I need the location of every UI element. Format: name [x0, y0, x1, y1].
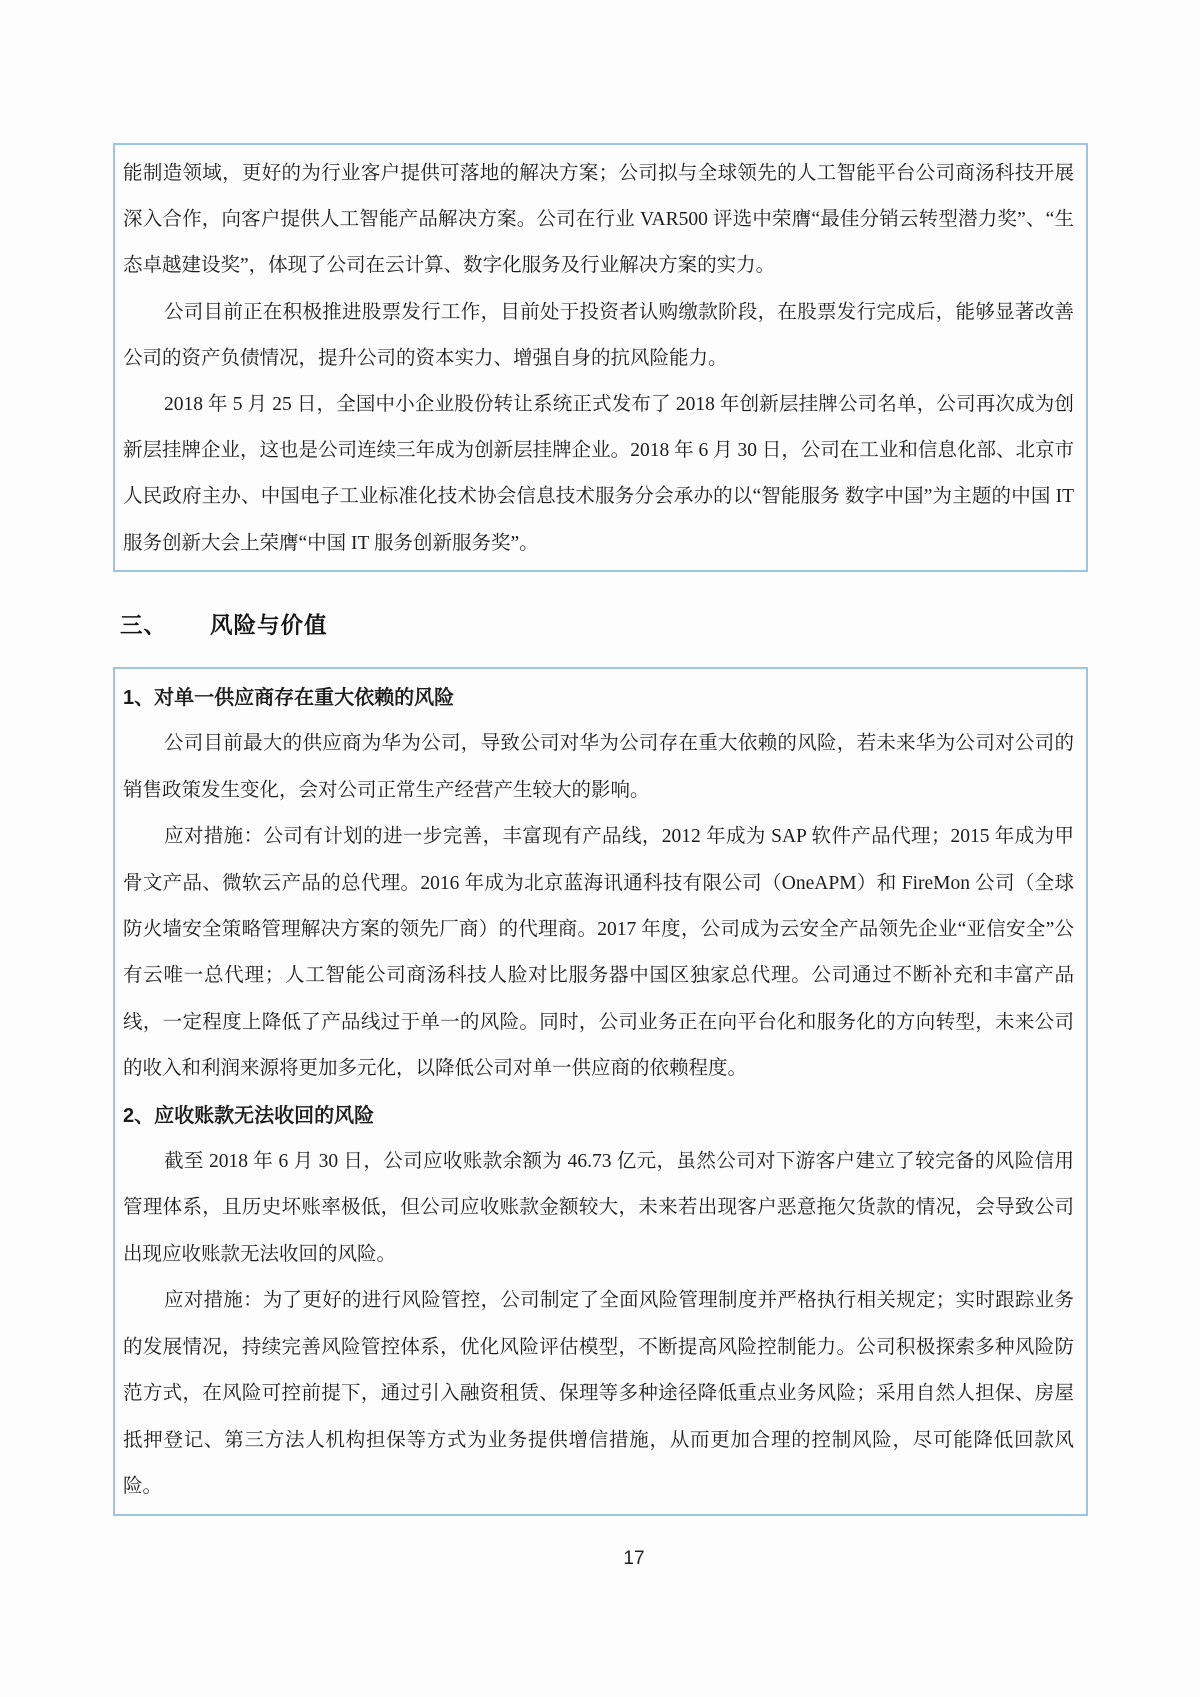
section-number: 三、 — [120, 613, 168, 638]
risk-item-1-countermeasures: 应对措施：公司有计划的进一步完善，丰富现有产品线，2012 年成为 SAP 软件产品代理；2015 年成为甲骨文产品、微软云产品的总代理。2016 年成为北京蓝海讯通科技有限公司（OneAPM）和 FireMon 公司（全球防火墙安全策略管理解决方案的领先厂商）的代理商。2017 年度，公司成为云安全产品领先企业“亚信安全”公有云唯一总代理；人工智能公司商汤科技人脸对比服务器中国区独家总代理。公司通过不断补充和丰富产品线，一定程度上降低了产品线过于单一的风险。同时，公司业务正在向平台化和服务化的方向转型，未来公司的收入和利润来源将更加多元化，以降低公司对单一供应商的依赖程度。 — [123, 826, 1074, 1080]
section-title: 风险与价值 — [210, 613, 328, 638]
risk-item-2-countermeasures: 应对措施：为了更好的进行风险管控，公司制定了全面风险管理制度并严格执行相关规定；实时跟踪业务的发展情况，持续完善风险管控体系，优化风险评估模型，不断提高风险控制能力。公司积极探索多种风险防范方式，在风险可控前提下，通过引入融资租赁、保理等多种途径降低重点业务风险；采用自然人担保、房屋抵押登记、第三方法人机构担保等方式为业务提供增信措施，从而更加合理的控制风险，尽可能降低回款风险。 — [123, 1290, 1074, 1497]
highlights-paragraph-innovation-tier: 2018 年 5 月 25 日，全国中小企业股份转让系统正式发布了 2018 年创新层挂牌公司名单，公司再次成为创新层挂牌企业，这也是公司连续三年成为创新层挂牌企业。2018 年 6 月 30 日，公司在工业和信息化部、北京市人民政府主办、中国电子工业标准化技术协会信息技术服务分会承办的以“智能服务 数字中国”为主题的中国 IT 服务创新大会上荣膺“中国 IT 服务创新服务奖”。 — [123, 394, 1074, 554]
highlights-paragraph-stock-issue: 公司目前正在积极推进股票发行工作，目前处于投资者认购缴款阶段，在股票发行完成后，能够显著改善公司的资产负债情况，提升公司的资本实力、增强自身的抗风险能力。 — [123, 301, 1074, 369]
risk-item-1-heading: 1、对单一供应商存在重大依赖的风险 — [123, 687, 455, 709]
risk-item-1-description: 公司目前最大的供应商为华为公司，导致公司对华为公司存在重大依赖的风险，若未来华为公司对公司的销售政策发生变化，会对公司正常生产经营产生较大的影响。 — [123, 733, 1074, 801]
risk-item-2-heading: 2、应收账款无法收回的风险 — [123, 1104, 375, 1127]
company-highlights-box — [113, 143, 1088, 572]
risk-factors-box — [113, 667, 1088, 1516]
page-number: 17 — [623, 1548, 645, 1569]
risk-item-2-description: 截至 2018 年 6 月 30 日，公司应收账款余额为 46.73 亿元，虽然公司对下游客户建立了较完备的风险信用管理体系，且历史坏账率极低，但公司应收账款金额较大，未来若出现客户恶意拖欠货款的情况，会导致公司出现应收账款无法收回的风险。 — [123, 1151, 1074, 1265]
section-heading-risk-and-value — [120, 608, 328, 640]
highlights-paragraph-continuation: 能制造领域，更好的为行业客户提供可落地的解决方案；公司拟与全球领先的人工智能平台公司商汤科技开展深入合作，向客户提供人工智能产品解决方案。公司在行业 VAR500 评选中荣膺“最佳分销云转型潜力奖”、“生态卓越建设奖”，体现了公司在云计算、数字化服务及行业解决方案的实力。 — [123, 163, 1074, 277]
